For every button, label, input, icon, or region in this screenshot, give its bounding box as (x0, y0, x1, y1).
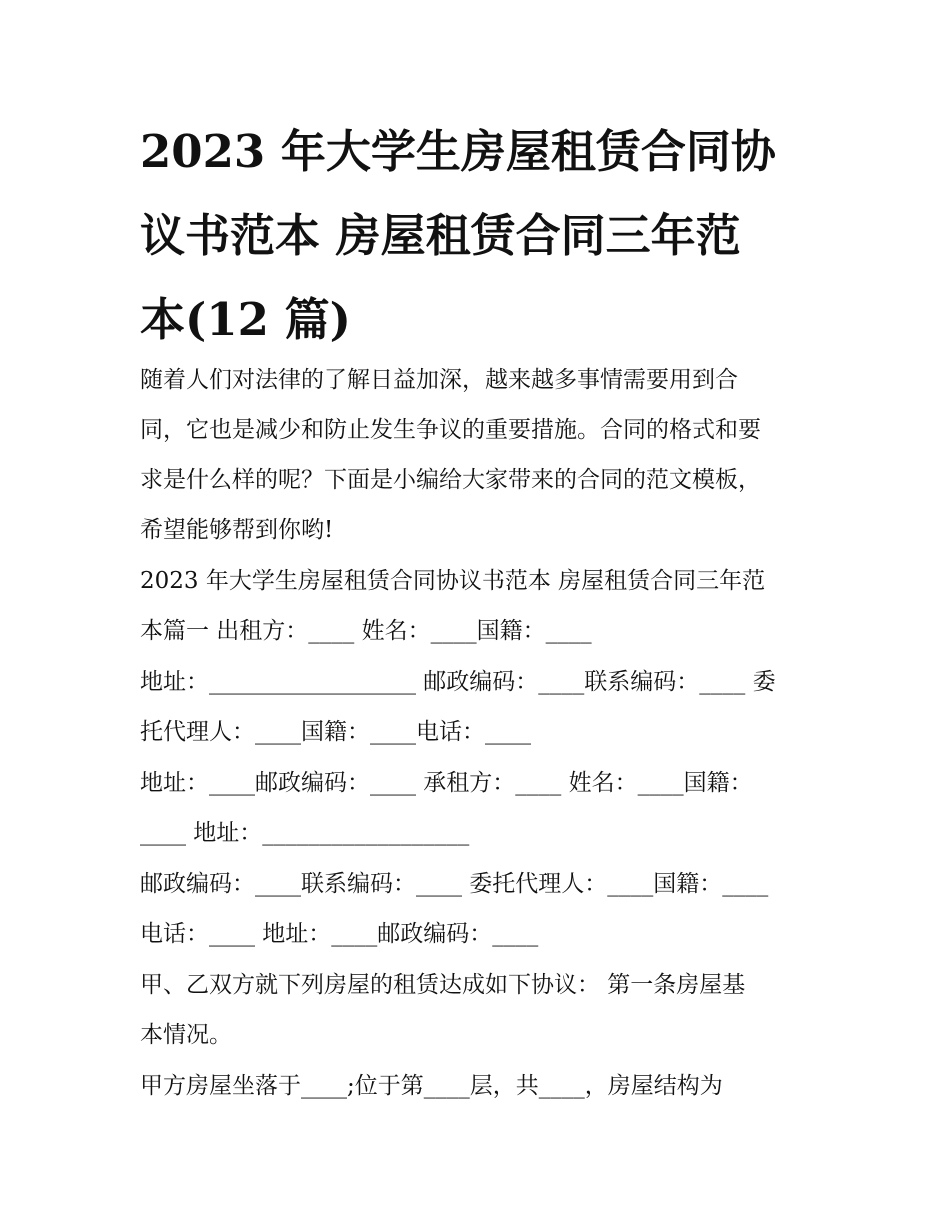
title-line-2: 议书范本 房屋租赁合同三年范 (140, 209, 741, 262)
title-line-3: 本(12 篇) (140, 293, 351, 346)
body-line-1: 随着人们对法律的了解日益加深，越来越多事情需要用到合 (140, 367, 738, 393)
body-line-7: 地址：__________________ 邮政编码：____联系编码：____ 委 (140, 669, 776, 695)
body-line-9: 地址：____邮政编码：____ 承租方：____ 姓名：____国籍： (140, 770, 753, 796)
body-line-10: ____ 地址：__________________ (140, 820, 470, 846)
body-line-15: 甲方房屋坐落于____;位于第____层，共____，房屋结构为 (140, 1073, 723, 1099)
body-line-6: 本篇一 出租方：____ 姓名：____国籍：____ (140, 618, 592, 644)
body-line-2: 同，它也是减少和防止发生争议的重要措施。合同的格式和要 (140, 417, 761, 443)
body-line-5: 2023 年大学生房屋租赁合同协议书范本 房屋租赁合同三年范 (140, 568, 766, 594)
body-line-12: 电话：____ 地址：____邮政编码：____ (140, 921, 539, 947)
body-line-11: 邮政编码：____联系编码：____ 委托代理人：____国籍：____ (140, 871, 769, 897)
body-line-14: 本情况。 (140, 1022, 232, 1048)
body-line-8: 托代理人：____国籍：____电话：____ (140, 719, 531, 745)
document-title (140, 110, 820, 362)
title-line-1: 2023 年大学生房屋租赁合同协 (140, 125, 776, 178)
body-line-13: 甲、乙双方就下列房屋的租赁达成如下协议： 第一条房屋基 (140, 972, 746, 998)
body-line-4: 希望能够帮到你哟! (140, 517, 334, 543)
body-line-3: 求是什么样的呢？下面是小编给大家带来的合同的范文模板， (140, 467, 761, 493)
